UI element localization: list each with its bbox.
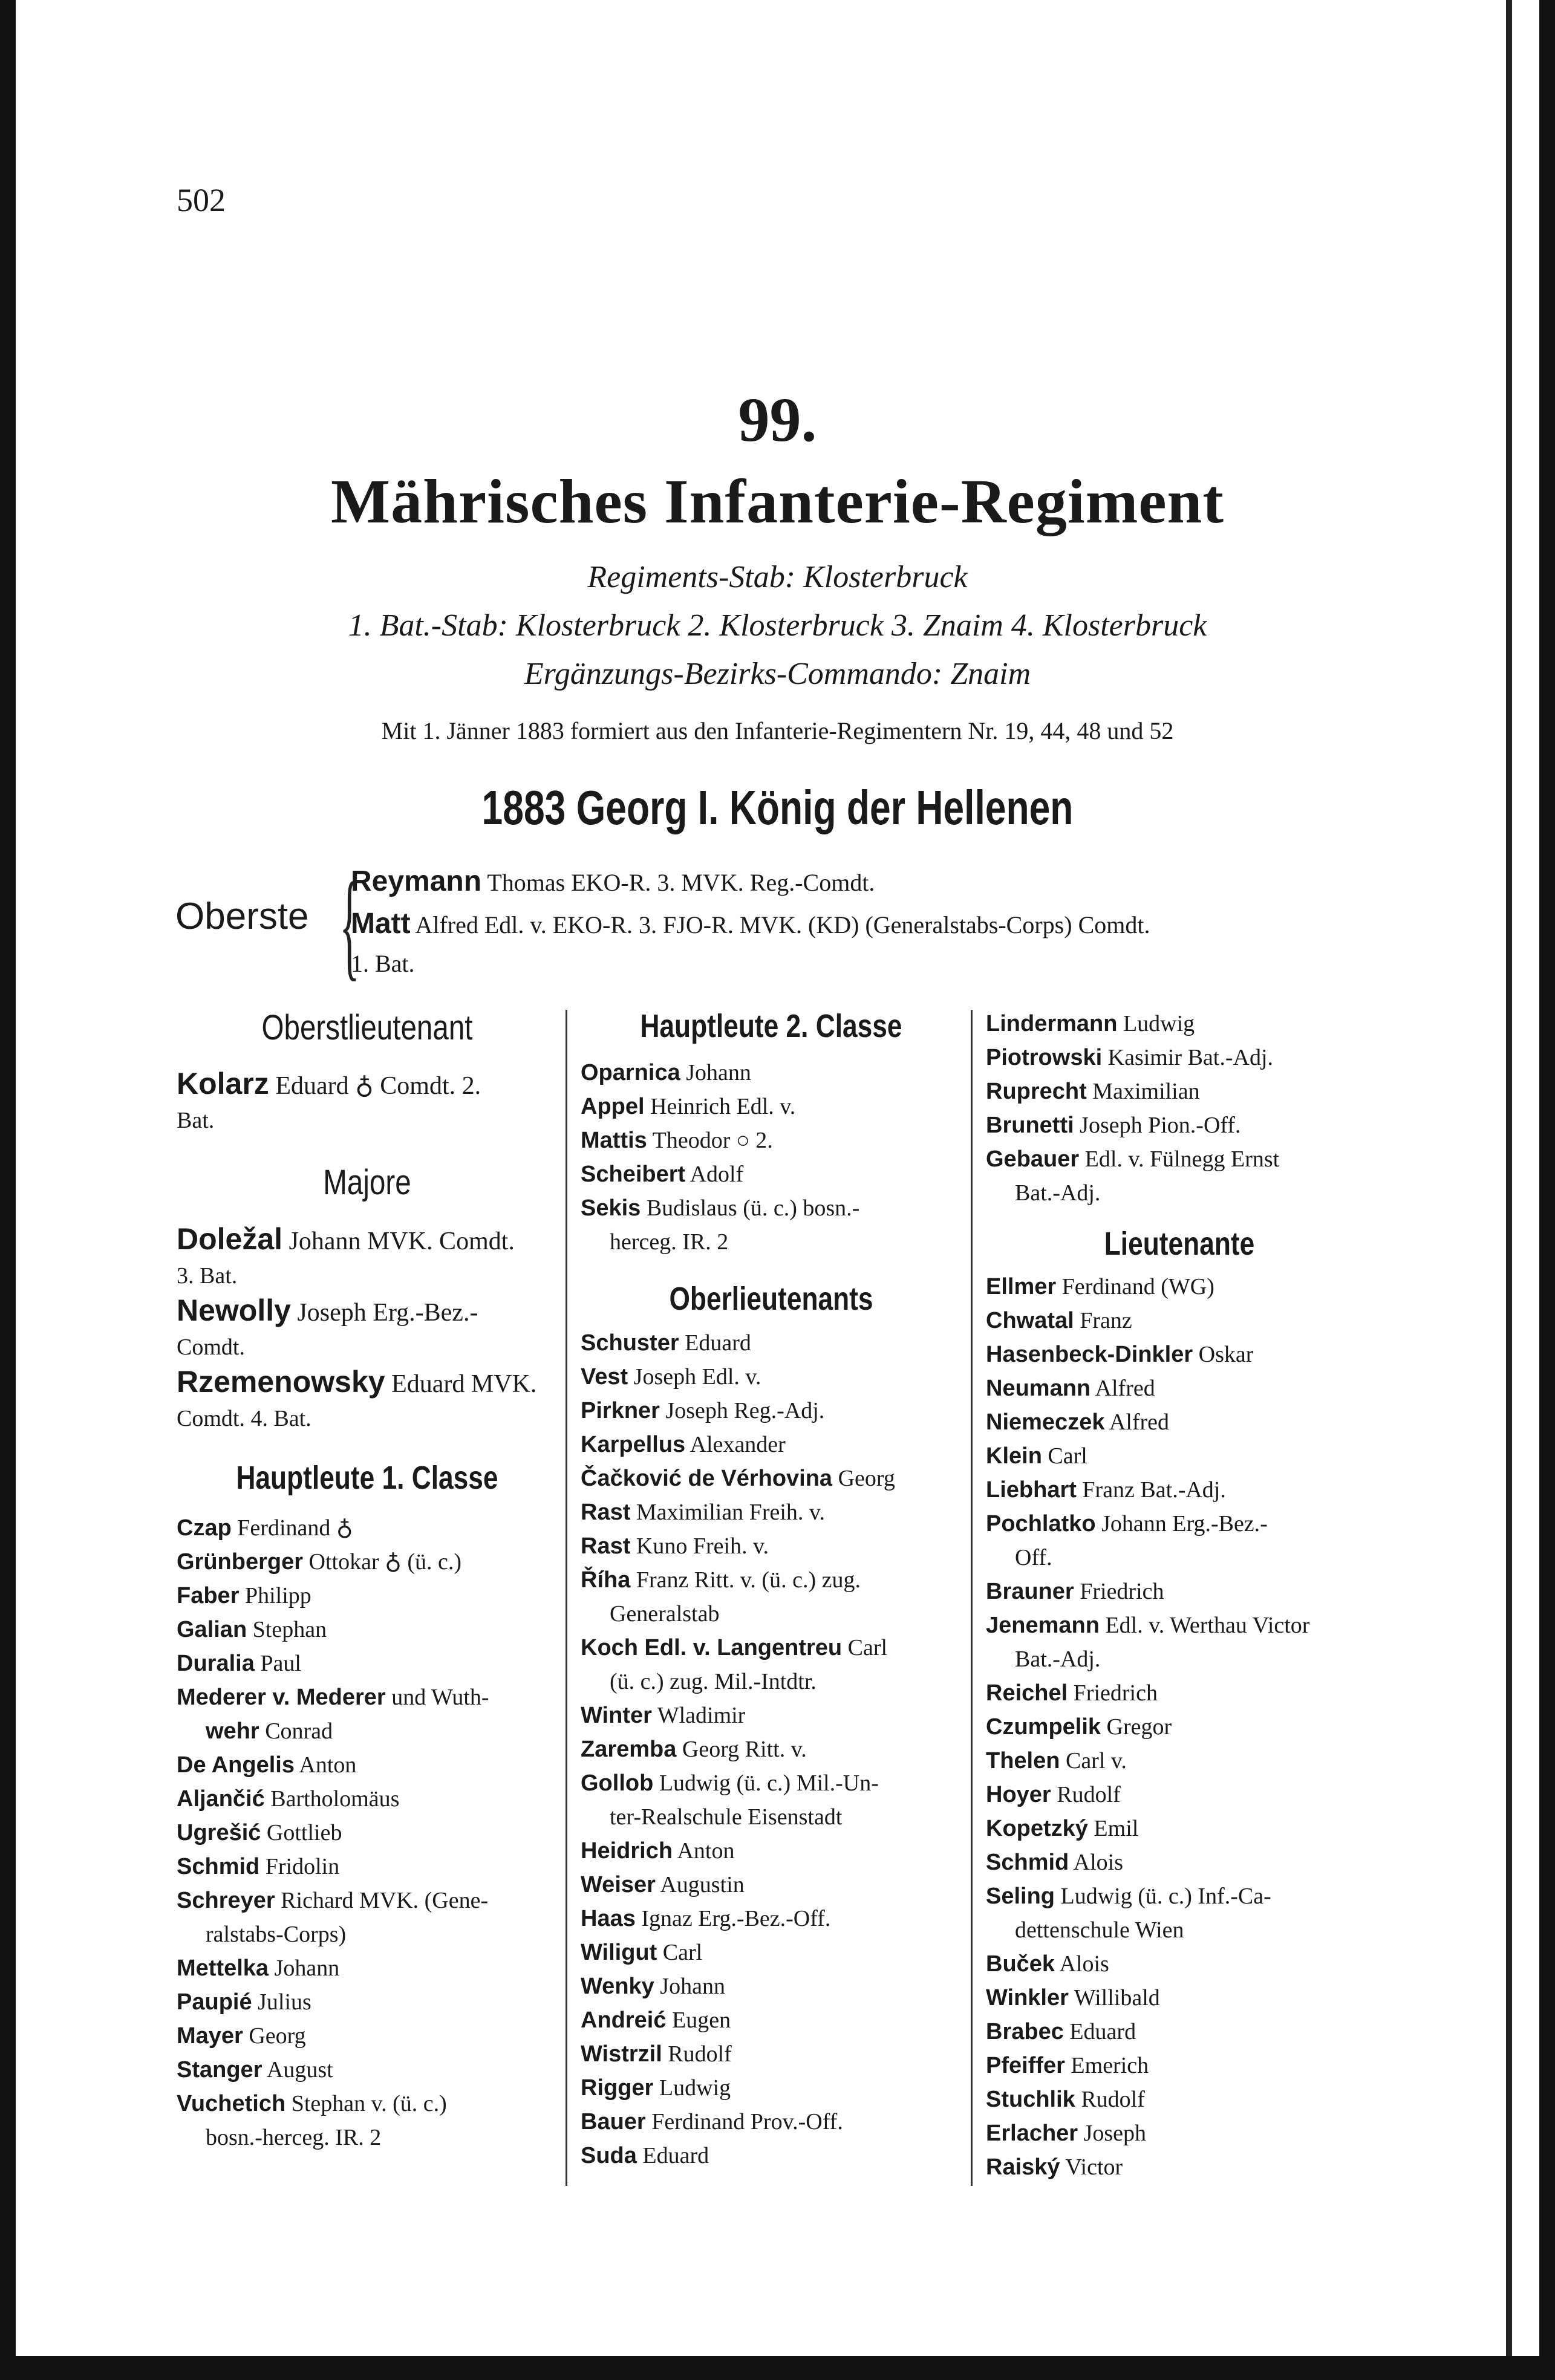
column-2 <box>581 1007 962 2173</box>
officer-name: Andreić <box>581 2007 667 2033</box>
officer-details: Oskar <box>1198 1341 1254 1367</box>
officer-name: Chwatal <box>986 1307 1074 1333</box>
officer-name: Erlacher <box>986 2120 1078 2146</box>
officer-name: Grünberger <box>177 1549 304 1575</box>
section-header-oberstlieutenant: Oberstlieutenant <box>261 1008 473 1047</box>
officer-name: Ugrešić <box>177 1819 261 1845</box>
officer-details: Kasimir Bat.-Adj. <box>1107 1045 1274 1070</box>
officer-name: Ruprecht <box>986 1079 1087 1104</box>
officer-details: Anton <box>299 1752 357 1778</box>
officer-name: Rigger <box>581 2075 654 2101</box>
officer-name: Czumpelik <box>986 1714 1101 1740</box>
officer-entry-continuation <box>986 1642 1373 1676</box>
officer-entry-continuation <box>581 1225 962 1259</box>
officer-details: Eduard <box>642 2142 709 2168</box>
officer-details: Joseph Reg.-Adj. <box>665 1397 825 1423</box>
officer-entry <box>581 1868 962 1902</box>
officer-entry <box>986 1270 1373 1304</box>
officer-name: Schuster <box>581 1330 679 1356</box>
officer-entry <box>581 1766 962 1800</box>
officer-details: Victor <box>1065 2154 1123 2180</box>
officer-details: ralstabs-Corps) <box>206 1921 347 1947</box>
officer-name: Koch Edl. v. Langentreu <box>581 1634 843 1660</box>
officer-details: Thomas EKO-R. 3. MVK. Reg.-Comdt. <box>487 869 875 896</box>
scan-border-left <box>0 0 16 2380</box>
officer-entry <box>581 1123 962 1157</box>
brace-glyph: { <box>339 858 360 992</box>
officer-details: Carl <box>1048 1443 1087 1469</box>
officer-details: Off. <box>1015 1544 1052 1570</box>
section-header-majore: Majore <box>323 1162 411 1202</box>
officer-entry <box>986 1304 1373 1338</box>
officer-details: Eduard <box>1069 2018 1136 2044</box>
officer-entry <box>581 2105 962 2139</box>
officer-name: Wistrzil <box>581 2041 662 2067</box>
officer-name: Pirkner <box>581 1397 660 1423</box>
officer-name: Seling <box>986 1883 1055 1909</box>
officer-name: Oparnica <box>581 1059 680 1085</box>
officer-entry-continuation <box>177 2121 558 2154</box>
officer-name: Matt <box>351 908 411 940</box>
officer-details: Joseph Edl. v. <box>633 1364 761 1390</box>
officer-name: Reichel <box>986 1680 1068 1706</box>
officer-details: Ignaz Erg.-Bez.-Off. <box>641 1905 831 1931</box>
officer-entry <box>177 1293 558 1330</box>
officer-name: Gollob <box>581 1770 654 1796</box>
officer-name: Wenky <box>581 1973 654 1999</box>
officer-details: Eduard <box>685 1330 751 1356</box>
officer-entry <box>581 1428 962 1461</box>
officer-name: Heidrich <box>581 1838 673 1864</box>
officer-entry <box>177 1850 558 1884</box>
section-header-hauptleute-2: Hauptleute 2. Classe <box>640 1008 902 1044</box>
officer-name: Rast <box>581 1499 631 1525</box>
officer-entry-continuation <box>986 1541 1373 1575</box>
officer-entry <box>581 1936 962 1969</box>
officer-details: Philipp <box>244 1582 311 1608</box>
officer-name: Doležal <box>177 1222 283 1257</box>
officer-details: Theodor ○ 2. <box>652 1127 773 1153</box>
officer-details: Julius <box>258 1989 311 2015</box>
officer-details: Edl. v. Werthau Victor <box>1105 1612 1310 1638</box>
officer-details: Friedrich <box>1080 1578 1164 1604</box>
officer-name: Rzemenowsky <box>177 1365 385 1399</box>
officer-name: Winkler <box>986 1985 1069 2011</box>
officer-entry <box>581 1529 962 1563</box>
column-divider <box>566 1010 567 2186</box>
officer-entry <box>177 1816 558 1850</box>
officer-name: Vest <box>581 1364 628 1390</box>
officer-name: wehr <box>206 1718 259 1744</box>
officer-name: Brabec <box>986 2018 1064 2044</box>
officer-entry-continuation <box>177 1917 558 1951</box>
officer-entry <box>986 1041 1373 1075</box>
officer-entry <box>581 1360 962 1394</box>
officer-entry <box>177 1782 558 1816</box>
scan-border-bottom <box>0 2356 1555 2380</box>
officer-entry <box>986 1575 1373 1608</box>
section-header-hauptleute-1: Hauptleute 1. Classe <box>236 1460 498 1497</box>
officer-name: Karpellus <box>581 1431 686 1457</box>
officer-details: Georg <box>838 1465 895 1491</box>
officer-name: Klein <box>986 1443 1042 1469</box>
officer-name: Schmid <box>986 1849 1069 1875</box>
officer-details: Budislaus (ü. c.) bosn.- <box>646 1195 860 1221</box>
officer-details: Adolf <box>689 1161 744 1187</box>
officer-entry-continuation <box>581 1665 962 1699</box>
officer-details: Rudolf <box>668 2041 732 2067</box>
officer-name: Lindermann <box>986 1011 1118 1036</box>
recruiting-district-line: Ergänzungs-Bezirks-Commando: Znaim <box>524 657 1031 691</box>
officer-details: Alfred <box>1095 1375 1155 1401</box>
scan-border-right-outer <box>1539 0 1555 2380</box>
oberlieutenants-continued-list <box>986 1007 1373 1210</box>
officer-details: Gottlieb <box>266 1819 342 1845</box>
officer-entry <box>581 1631 962 1665</box>
officer-entry <box>177 1748 558 1782</box>
officer-entry <box>177 2053 558 2087</box>
officer-name: Duralia <box>177 1650 255 1676</box>
officer-entry <box>986 1473 1373 1507</box>
officer-entry <box>581 1326 962 1360</box>
officer-details: Carl <box>662 1939 703 1965</box>
officer-details: ter-Realschule Eisenstadt <box>610 1804 843 1830</box>
officer-details: Joseph Erg.-Bez.- <box>297 1299 478 1327</box>
officer-entry <box>581 1902 962 1936</box>
officer-details: Emerich <box>1071 2052 1149 2078</box>
officer-entry-continuation <box>581 1800 962 1834</box>
officer-name: Thelen <box>986 1748 1060 1774</box>
officer-name: Mederer v. Mederer <box>177 1684 386 1710</box>
officer-details: Heinrich Edl. v. <box>650 1093 796 1119</box>
officer-name: Brauner <box>986 1578 1074 1604</box>
officer-details: bosn.-herceg. IR. 2 <box>206 2124 382 2150</box>
regiment-title: Mährisches Infanterie-Regiment <box>330 467 1224 536</box>
officer-entry <box>581 2139 962 2173</box>
officer-details: Bartholomäus <box>270 1786 400 1812</box>
officer-entry <box>986 2049 1373 2082</box>
officer-entry <box>986 2015 1373 2049</box>
lieutenante-list <box>986 1270 1373 2184</box>
officer-name: Mettelka <box>177 1955 269 1981</box>
oberlieutenants-list <box>581 1326 962 2173</box>
officer-details: Willibald <box>1074 1985 1160 2011</box>
officer-entry-continuation: Comdt. <box>177 1335 245 1361</box>
officer-details: Ferdinand (WG) <box>1061 1273 1214 1299</box>
officer-details: Rudolf <box>1057 1781 1121 1807</box>
officer-details: Conrad <box>265 1718 333 1744</box>
officer-details: Eugen <box>671 2007 731 2033</box>
officer-entry <box>986 1812 1373 1845</box>
officer-name: Niemeczek <box>986 1409 1105 1435</box>
officer-details: Franz <box>1080 1307 1132 1333</box>
officer-entry <box>581 1495 962 1529</box>
officer-name: Pochlatko <box>986 1510 1096 1536</box>
officer-name: Scheibert <box>581 1161 686 1187</box>
officer-entry <box>581 1090 962 1123</box>
officer-entry-continuation <box>177 1714 558 1748</box>
officer-entry <box>581 2071 962 2105</box>
officer-name: Appel <box>581 1093 645 1119</box>
officer-entry-continuation <box>986 1176 1373 1210</box>
officer-details: Franz Ritt. v. (ü. c.) zug. <box>636 1567 861 1593</box>
hauptleute-2-list <box>581 1056 962 1259</box>
officer-details: Bat.-Adj. <box>1015 1180 1101 1206</box>
officer-details: Alois <box>1073 1849 1124 1875</box>
officer-details: Ludwig <box>1123 1011 1195 1036</box>
officer-entry <box>986 1676 1373 1710</box>
officer-details: Johann <box>686 1059 751 1085</box>
officer-entry <box>986 1981 1373 2015</box>
officer-entry <box>177 1985 558 2019</box>
officer-name: Schmid <box>177 1853 260 1879</box>
officer-entry-continuation <box>581 1597 962 1631</box>
oberst-entry-continuation: 1. Bat. <box>351 950 415 977</box>
column-1 <box>177 1007 558 2154</box>
officer-name: Suda <box>581 2142 637 2168</box>
officer-details: Ottokar ♁ (ü. c.) <box>308 1549 462 1575</box>
officer-details: Carl <box>847 1634 888 1660</box>
officer-name: Rast <box>581 1533 631 1559</box>
oberst-entry <box>351 907 1150 940</box>
officer-name: Buček <box>986 1951 1055 1977</box>
officer-details: Franz Bat.-Adj. <box>1082 1477 1226 1503</box>
officer-details: Georg <box>249 2023 306 2049</box>
officer-entry <box>986 1947 1373 1981</box>
officer-name: Brunetti <box>986 1113 1074 1138</box>
officer-entry <box>581 1394 962 1428</box>
officer-name: Newolly <box>177 1293 291 1328</box>
officer-entry-continuation: Bat. <box>177 1107 215 1133</box>
officer-name: Mayer <box>177 2023 243 2049</box>
officer-entry <box>986 1710 1373 1744</box>
officer-entry <box>986 1007 1373 1041</box>
officer-details: August <box>266 2056 333 2082</box>
officer-name: Kopetzký <box>986 1815 1088 1841</box>
officer-details: Johann <box>274 1955 340 1981</box>
officer-details: Eduard ♁ Comdt. 2. <box>275 1071 481 1100</box>
officer-entry <box>986 1142 1373 1176</box>
officer-entry <box>986 1845 1373 1879</box>
officer-name: Reymann <box>351 865 482 897</box>
officer-name: Pfeiffer <box>986 2052 1065 2078</box>
officer-name: Gebauer <box>986 1146 1080 1172</box>
officer-details: Eduard MVK. <box>391 1370 537 1399</box>
officer-entry <box>986 1744 1373 1778</box>
officer-details: Georg Ritt. v. <box>682 1736 807 1762</box>
officer-name: Czap <box>177 1515 232 1541</box>
officer-entry <box>986 2082 1373 2116</box>
officer-details: Ferdinand Prov.-Off. <box>651 2109 843 2135</box>
officer-name: Stanger <box>177 2056 262 2082</box>
officer-entry <box>581 1969 962 2003</box>
officer-details: Fridolin <box>265 1853 340 1879</box>
officer-name: Stuchlik <box>986 2086 1075 2112</box>
officer-name: Mattis <box>581 1127 647 1153</box>
column-3 <box>986 1007 1373 2184</box>
officer-entry <box>177 1647 558 1680</box>
officer-details: Edl. v. Fülnegg Ernst <box>1084 1146 1280 1172</box>
officer-entry <box>986 1338 1373 1371</box>
regiment-number: 99. <box>738 385 817 455</box>
oberste-label: Oberste <box>175 896 309 937</box>
officer-details: Anton <box>677 1838 735 1864</box>
officer-entry <box>177 1364 558 1402</box>
officer-entry <box>581 1699 962 1732</box>
officer-name: Galian <box>177 1616 247 1642</box>
officer-name: Faber <box>177 1582 240 1608</box>
officer-entry <box>581 1056 962 1090</box>
officer-name: Kolarz <box>177 1066 269 1101</box>
officer-details: dettenschule Wien <box>1015 1917 1184 1943</box>
officer-entry <box>177 1066 558 1104</box>
page-number: 502 <box>177 182 226 218</box>
officer-entry <box>986 1439 1373 1473</box>
officer-name: Zaremba <box>581 1736 677 1762</box>
officer-entry <box>581 2037 962 2071</box>
officer-name: Jenemann <box>986 1612 1100 1638</box>
officer-details: Alfred Edl. v. EKO-R. 3. FJO-R. MVK. (KD) (Generalstabs-Corps) Comdt. <box>415 911 1150 938</box>
officer-entry <box>581 1157 962 1191</box>
officer-details: Joseph Pion.-Off. <box>1080 1113 1241 1138</box>
officer-details: Johann <box>660 1973 725 1999</box>
officer-details: Ludwig (ü. c.) Inf.-Ca- <box>1060 1883 1271 1909</box>
officer-name: Sekis <box>581 1195 641 1221</box>
officer-name: Hoyer <box>986 1781 1051 1807</box>
officer-entry <box>177 1680 558 1714</box>
officer-details: Richard MVK. (Gene- <box>281 1887 489 1913</box>
formation-note: Mit 1. Jänner 1883 formiert aus den Infanterie-Regimentern Nr. 19, 44, 48 und 52 <box>381 717 1174 744</box>
officer-entry <box>986 1879 1373 1913</box>
officer-name: Ellmer <box>986 1273 1057 1299</box>
officer-entry-continuation: 3. Bat. <box>177 1263 238 1289</box>
officer-name: De Angelis <box>177 1752 295 1778</box>
officer-name: Raiský <box>986 2154 1060 2180</box>
officer-details: Ludwig <box>659 2075 731 2101</box>
hauptleute-1-list <box>177 1511 558 2154</box>
officer-name: Weiser <box>581 1871 656 1897</box>
officer-name: Paupié <box>177 1989 252 2015</box>
scan-border-right <box>1506 0 1512 2380</box>
column-divider <box>971 1010 973 2186</box>
battalion-staff-line: 1. Bat.-Stab: Klosterbruck 2. Klosterbruck 3. Znaim 4. Klosterbruck <box>348 608 1207 643</box>
officer-entry <box>581 1563 962 1597</box>
officer-details: Alexander <box>689 1431 786 1457</box>
officer-details: Johann MVK. Comdt. <box>289 1227 515 1256</box>
officer-details: Stephan <box>252 1616 327 1642</box>
officer-entry <box>986 1778 1373 1812</box>
officer-entry <box>177 1545 558 1579</box>
officer-name: Winter <box>581 1702 652 1728</box>
officer-details: Generalstab <box>610 1601 720 1627</box>
officer-name: Haas <box>581 1905 636 1931</box>
officer-entry <box>581 1732 962 1766</box>
officer-details: Alfred <box>1109 1409 1170 1435</box>
officer-name: Vuchetich <box>177 2090 286 2116</box>
officer-name: Schreyer <box>177 1887 275 1913</box>
officer-entry <box>986 1108 1373 1142</box>
officer-entry <box>177 2087 558 2121</box>
oberst-entry <box>351 865 875 898</box>
officer-entry-continuation <box>986 1913 1373 1947</box>
officer-entry <box>581 1461 962 1495</box>
officer-name: Bauer <box>581 2109 646 2135</box>
officer-entry <box>177 1613 558 1647</box>
officer-details: Paul <box>260 1650 301 1676</box>
officer-name: Aljančić <box>177 1786 265 1812</box>
officer-details: Alois <box>1059 1951 1109 1977</box>
officer-entry <box>581 2003 962 2037</box>
officer-name: Hasenbeck-Dinkler <box>986 1341 1193 1367</box>
officer-details: Ferdinand ♁ <box>237 1515 353 1541</box>
officer-entry <box>986 2150 1373 2184</box>
officer-entry <box>177 2019 558 2053</box>
officer-details: Emil <box>1094 1815 1139 1841</box>
regiment-staff-line: Regiments-Stab: Klosterbruck <box>587 560 968 594</box>
section-header-lieutenante: Lieutenante <box>1104 1226 1255 1262</box>
officer-details: Joseph <box>1083 2120 1147 2146</box>
officer-details: Maximilian Freih. v. <box>636 1499 825 1525</box>
officer-details: Stephan v. (ü. c.) <box>291 2090 447 2116</box>
officer-details: und Wuth- <box>391 1684 489 1710</box>
officer-name: Liebhart <box>986 1477 1077 1503</box>
officer-entry <box>177 1579 558 1613</box>
officer-details: Rudolf <box>1081 2086 1145 2112</box>
officer-entry <box>177 1221 558 1259</box>
officer-details: Bat.-Adj. <box>1015 1646 1101 1672</box>
regiment-owner: 1883 Georg I. König der Hellenen <box>481 781 1074 834</box>
officer-entry <box>986 1507 1373 1541</box>
officer-entry <box>581 1191 962 1225</box>
officer-details: Kuno Freih. v. <box>636 1533 769 1559</box>
officer-details: Maximilian <box>1092 1079 1200 1104</box>
officer-entry <box>177 1511 558 1545</box>
officer-entry <box>986 2116 1373 2150</box>
officer-details: Gregor <box>1106 1714 1172 1740</box>
officer-name: Neumann <box>986 1375 1091 1401</box>
officer-details: Carl v. <box>1065 1748 1127 1774</box>
officer-entry <box>581 1834 962 1868</box>
officer-entry <box>986 1405 1373 1439</box>
officer-details: Wladimir <box>657 1702 746 1728</box>
officer-name: Říha <box>581 1567 631 1593</box>
officer-details: Augustin <box>660 1871 745 1897</box>
officer-entry <box>177 1951 558 1985</box>
officer-entry <box>986 1608 1373 1642</box>
officer-entry <box>986 1371 1373 1405</box>
officer-details: Johann Erg.-Bez.- <box>1101 1510 1268 1536</box>
officer-details: Friedrich <box>1073 1680 1158 1706</box>
officer-entry <box>177 1884 558 1917</box>
officer-details: Ludwig (ü. c.) Mil.-Un- <box>659 1770 879 1796</box>
officer-details: (ü. c.) zug. Mil.-Intdtr. <box>610 1668 817 1694</box>
officer-entry-continuation: Comdt. 4. Bat. <box>177 1406 311 1432</box>
officer-details: herceg. IR. 2 <box>610 1229 729 1255</box>
officer-entry <box>986 1075 1373 1108</box>
section-header-oberlieutenants: Oberlieutenants <box>669 1280 873 1317</box>
officer-name: Čačković de Vérhovina <box>581 1465 833 1491</box>
officer-name: Wiligut <box>581 1939 657 1965</box>
officer-name: Piotrowski <box>986 1045 1103 1070</box>
